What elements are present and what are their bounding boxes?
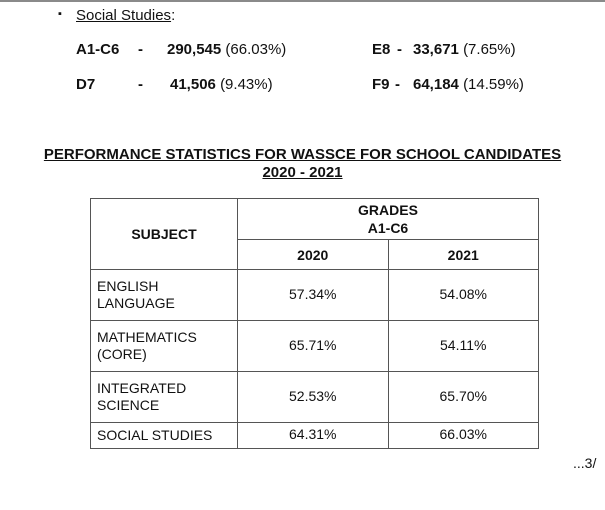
grade-entry-a1c6 [76, 41, 119, 58]
grade-entry-e8 [372, 41, 390, 58]
table-title-line1: PERFORMANCE STATISTICS FOR WASSCE FOR SCHOOL CANDIDATES [43, 146, 562, 163]
year-header-2021: 2021 [388, 240, 539, 270]
subject-cell: INTEGRATED SCIENCE [91, 372, 238, 423]
grades-header [238, 199, 539, 240]
value-2021-cell: 54.08% [388, 270, 539, 321]
year-header-2020: 2020 [238, 240, 389, 270]
grade-value-f9 [413, 76, 524, 93]
section-label [76, 7, 175, 24]
grade-dash: - [138, 41, 143, 58]
performance-table [90, 198, 539, 449]
value-2020-cell: 65.71% [238, 321, 389, 372]
subject-header: SUBJECT [91, 199, 238, 270]
grade-value-e8 [413, 41, 516, 58]
value-2021-cell: 66.03% [388, 423, 539, 449]
table-row [91, 270, 539, 321]
grade-dash: - [395, 76, 400, 93]
grade-count: 33,671 [413, 41, 459, 58]
grade-label: D7 [76, 76, 96, 93]
grades-header-line2: A1-C6 [367, 220, 409, 236]
section-label-text: Social Studies [76, 7, 172, 24]
grade-count: 290,545 [167, 41, 222, 58]
page-continuation: ...3/ [573, 455, 597, 471]
value-2020-cell: 64.31% [238, 423, 389, 449]
grade-percent: (9.43%) [220, 76, 273, 93]
table-row [91, 423, 539, 449]
section-label-colon: : [171, 7, 176, 24]
subject-cell: SOCIAL STUDIES [91, 423, 238, 449]
table-title-line2: 2020 - 2021 [262, 164, 343, 181]
top-rule [0, 0, 605, 2]
grade-entry-f9 [372, 76, 390, 93]
value-2021-cell: 65.70% [388, 372, 539, 423]
grade-count: 64,184 [413, 76, 459, 93]
grade-entry-d7 [76, 76, 95, 93]
subject-cell: ENGLISH LANGUAGE [91, 270, 238, 321]
value-2020-cell: 52.53% [238, 372, 389, 423]
grade-count: 41,506 [170, 76, 216, 93]
grade-label: F9 [372, 76, 390, 93]
grade-dash: - [397, 41, 402, 58]
subject-cell: MATHEMATICS (CORE) [91, 321, 238, 372]
value-2020-cell: 57.34% [238, 270, 389, 321]
grade-percent: (66.03%) [225, 41, 287, 58]
table-row [91, 372, 539, 423]
grade-dash: - [138, 76, 143, 93]
grades-header-line1: GRADES [358, 202, 418, 218]
value-2021-cell: 54.11% [388, 321, 539, 372]
grade-label: A1-C6 [76, 41, 120, 58]
bullet-icon: ▪ [58, 8, 62, 20]
grade-value-d7 [170, 76, 273, 93]
grade-label: E8 [372, 41, 391, 58]
grade-percent: (14.59%) [463, 76, 524, 93]
table-row [91, 321, 539, 372]
grade-percent: (7.65%) [463, 41, 516, 58]
grade-value-a1c6 [167, 41, 286, 58]
